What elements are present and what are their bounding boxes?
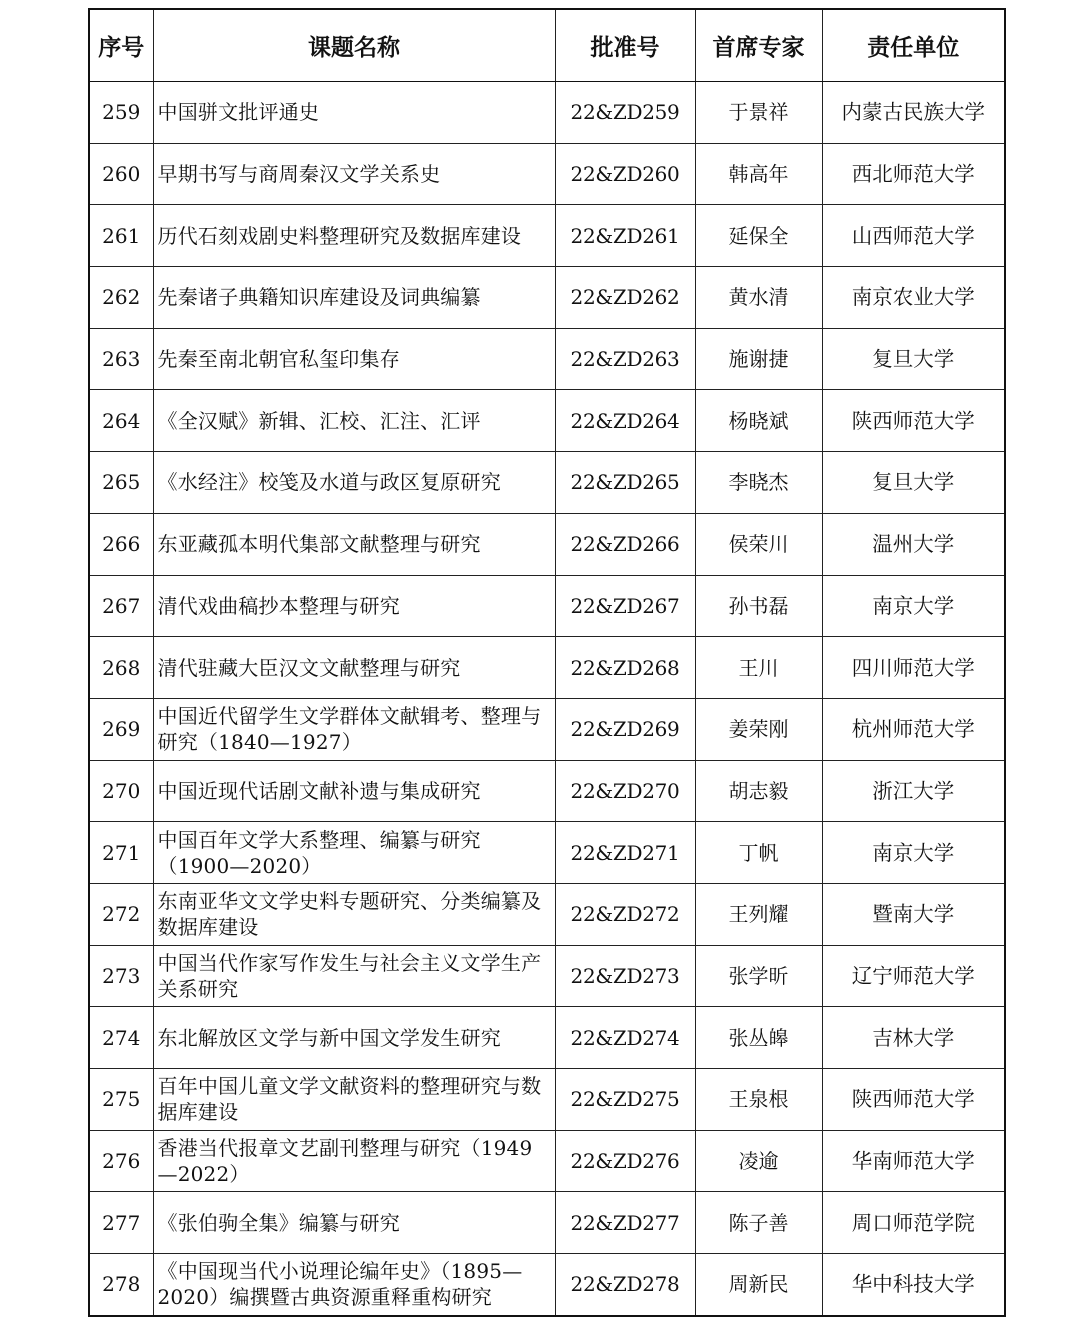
responsible-unit-cell: 南京农业大学 <box>822 267 1005 329</box>
table-row <box>89 143 1005 205</box>
chief-expert-cell: 杨晓斌 <box>695 390 822 452</box>
project-title-cell: 香港当代报章文艺副刊整理与研究（1949—2022） <box>153 1130 555 1192</box>
serial-number-cell: 277 <box>89 1192 153 1254</box>
serial-number-cell: 267 <box>89 575 153 637</box>
table-row <box>89 82 1005 144</box>
project-title-cell: 中国骈文批评通史 <box>153 82 555 144</box>
table-row <box>89 822 1005 884</box>
table-row <box>89 1254 1005 1316</box>
chief-expert-cell: 王列耀 <box>695 883 822 945</box>
chief-expert-cell: 孙书磊 <box>695 575 822 637</box>
approval-number-cell: 22&ZD266 <box>555 513 695 575</box>
chief-expert-cell: 侯荣川 <box>695 513 822 575</box>
approval-number-cell: 22&ZD264 <box>555 390 695 452</box>
project-title-cell: 清代驻藏大臣汉文文献整理与研究 <box>153 637 555 699</box>
project-title-cell: 东南亚华文文学史料专题研究、分类编纂及数据库建设 <box>153 883 555 945</box>
chief-expert-cell: 延保全 <box>695 205 822 267</box>
chief-expert-cell: 韩高年 <box>695 143 822 205</box>
responsible-unit-cell: 陕西师范大学 <box>822 1069 1005 1131</box>
table-row <box>89 945 1005 1007</box>
responsible-unit-cell: 山西师范大学 <box>822 205 1005 267</box>
approval-number-cell: 22&ZD274 <box>555 1007 695 1069</box>
serial-number-cell: 278 <box>89 1254 153 1316</box>
approval-number-cell: 22&ZD260 <box>555 143 695 205</box>
header-responsible-unit: 责任单位 <box>822 9 1005 82</box>
table-row <box>89 205 1005 267</box>
chief-expert-cell: 黄水清 <box>695 267 822 329</box>
table-row <box>89 513 1005 575</box>
responsible-unit-cell: 华南师范大学 <box>822 1130 1005 1192</box>
chief-expert-cell: 丁帆 <box>695 822 822 884</box>
approval-number-cell: 22&ZD272 <box>555 883 695 945</box>
project-title-cell: 历代石刻戏剧史料整理研究及数据库建设 <box>153 205 555 267</box>
serial-number-cell: 268 <box>89 637 153 699</box>
project-title-cell: 《水经注》校笺及水道与政区复原研究 <box>153 452 555 514</box>
responsible-unit-cell: 内蒙古民族大学 <box>822 82 1005 144</box>
table-row <box>89 637 1005 699</box>
chief-expert-cell: 王川 <box>695 637 822 699</box>
serial-number-cell: 266 <box>89 513 153 575</box>
chief-expert-cell: 姜荣刚 <box>695 698 822 760</box>
header-row <box>89 9 1005 82</box>
header-project-title: 课题名称 <box>153 9 555 82</box>
project-title-cell: 中国百年文学大系整理、编纂与研究（1900—2020） <box>153 822 555 884</box>
project-title-cell: 东北解放区文学与新中国文学发生研究 <box>153 1007 555 1069</box>
project-title-cell: 中国近代留学生文学群体文献辑考、整理与研究（1840—1927） <box>153 698 555 760</box>
serial-number-cell: 273 <box>89 945 153 1007</box>
table-header <box>89 9 1005 82</box>
serial-number-cell: 275 <box>89 1069 153 1131</box>
approval-number-cell: 22&ZD259 <box>555 82 695 144</box>
chief-expert-cell: 凌逾 <box>695 1130 822 1192</box>
chief-expert-cell: 周新民 <box>695 1254 822 1316</box>
approval-number-cell: 22&ZD269 <box>555 698 695 760</box>
responsible-unit-cell: 陕西师范大学 <box>822 390 1005 452</box>
responsible-unit-cell: 西北师范大学 <box>822 143 1005 205</box>
project-title-cell: 清代戏曲稿抄本整理与研究 <box>153 575 555 637</box>
approval-number-cell: 22&ZD271 <box>555 822 695 884</box>
responsible-unit-cell: 温州大学 <box>822 513 1005 575</box>
table-row <box>89 1192 1005 1254</box>
responsible-unit-cell: 吉林大学 <box>822 1007 1005 1069</box>
approval-number-cell: 22&ZD276 <box>555 1130 695 1192</box>
chief-expert-cell: 施谢捷 <box>695 328 822 390</box>
approval-number-cell: 22&ZD275 <box>555 1069 695 1131</box>
serial-number-cell: 276 <box>89 1130 153 1192</box>
serial-number-cell: 272 <box>89 883 153 945</box>
responsible-unit-cell: 南京大学 <box>822 822 1005 884</box>
project-title-cell: 《中国现当代小说理论编年史》（1895—2020）编撰暨古典资源重释重构研究 <box>153 1254 555 1316</box>
serial-number-cell: 274 <box>89 1007 153 1069</box>
project-title-cell: 《全汉赋》新辑、汇校、汇注、汇评 <box>153 390 555 452</box>
table-row <box>89 760 1005 822</box>
project-title-cell: 《张伯驹全集》编纂与研究 <box>153 1192 555 1254</box>
approval-number-cell: 22&ZD261 <box>555 205 695 267</box>
project-title-cell: 中国当代作家写作发生与社会主义文学生产关系研究 <box>153 945 555 1007</box>
chief-expert-cell: 张学昕 <box>695 945 822 1007</box>
responsible-unit-cell: 杭州师范大学 <box>822 698 1005 760</box>
responsible-unit-cell: 辽宁师范大学 <box>822 945 1005 1007</box>
table-row <box>89 1069 1005 1131</box>
responsible-unit-cell: 南京大学 <box>822 575 1005 637</box>
table-row <box>89 883 1005 945</box>
approval-number-cell: 22&ZD265 <box>555 452 695 514</box>
table-body <box>89 82 1005 1316</box>
approval-number-cell: 22&ZD273 <box>555 945 695 1007</box>
serial-number-cell: 262 <box>89 267 153 329</box>
responsible-unit-cell: 华中科技大学 <box>822 1254 1005 1316</box>
table-row <box>89 328 1005 390</box>
project-title-cell: 百年中国儿童文学文献资料的整理研究与数据库建设 <box>153 1069 555 1131</box>
serial-number-cell: 269 <box>89 698 153 760</box>
serial-number-cell: 265 <box>89 452 153 514</box>
responsible-unit-cell: 浙江大学 <box>822 760 1005 822</box>
approval-number-cell: 22&ZD263 <box>555 328 695 390</box>
header-approval-number: 批准号 <box>555 9 695 82</box>
serial-number-cell: 263 <box>89 328 153 390</box>
serial-number-cell: 259 <box>89 82 153 144</box>
table-row <box>89 1007 1005 1069</box>
responsible-unit-cell: 暨南大学 <box>822 883 1005 945</box>
table-row <box>89 390 1005 452</box>
responsible-unit-cell: 复旦大学 <box>822 452 1005 514</box>
serial-number-cell: 270 <box>89 760 153 822</box>
responsible-unit-cell: 周口师范学院 <box>822 1192 1005 1254</box>
project-title-cell: 早期书写与商周秦汉文学关系史 <box>153 143 555 205</box>
approval-number-cell: 22&ZD278 <box>555 1254 695 1316</box>
chief-expert-cell: 陈子善 <box>695 1192 822 1254</box>
project-table <box>88 8 1006 1317</box>
chief-expert-cell: 李晓杰 <box>695 452 822 514</box>
project-title-cell: 东亚藏孤本明代集部文献整理与研究 <box>153 513 555 575</box>
table-row <box>89 575 1005 637</box>
serial-number-cell: 260 <box>89 143 153 205</box>
table-row <box>89 1130 1005 1192</box>
approval-number-cell: 22&ZD268 <box>555 637 695 699</box>
serial-number-cell: 261 <box>89 205 153 267</box>
project-title-cell: 先秦诸子典籍知识库建设及词典编纂 <box>153 267 555 329</box>
header-chief-expert: 首席专家 <box>695 9 822 82</box>
project-title-cell: 中国近现代话剧文献补遗与集成研究 <box>153 760 555 822</box>
approval-number-cell: 22&ZD277 <box>555 1192 695 1254</box>
table-row <box>89 267 1005 329</box>
chief-expert-cell: 于景祥 <box>695 82 822 144</box>
chief-expert-cell: 张丛皞 <box>695 1007 822 1069</box>
chief-expert-cell: 胡志毅 <box>695 760 822 822</box>
chief-expert-cell: 王泉根 <box>695 1069 822 1131</box>
project-title-cell: 先秦至南北朝官私玺印集存 <box>153 328 555 390</box>
table-row <box>89 698 1005 760</box>
project-table-container <box>88 8 1004 1317</box>
responsible-unit-cell: 四川师范大学 <box>822 637 1005 699</box>
approval-number-cell: 22&ZD262 <box>555 267 695 329</box>
approval-number-cell: 22&ZD270 <box>555 760 695 822</box>
serial-number-cell: 271 <box>89 822 153 884</box>
responsible-unit-cell: 复旦大学 <box>822 328 1005 390</box>
serial-number-cell: 264 <box>89 390 153 452</box>
table-row <box>89 452 1005 514</box>
approval-number-cell: 22&ZD267 <box>555 575 695 637</box>
header-serial-number: 序号 <box>89 9 153 82</box>
